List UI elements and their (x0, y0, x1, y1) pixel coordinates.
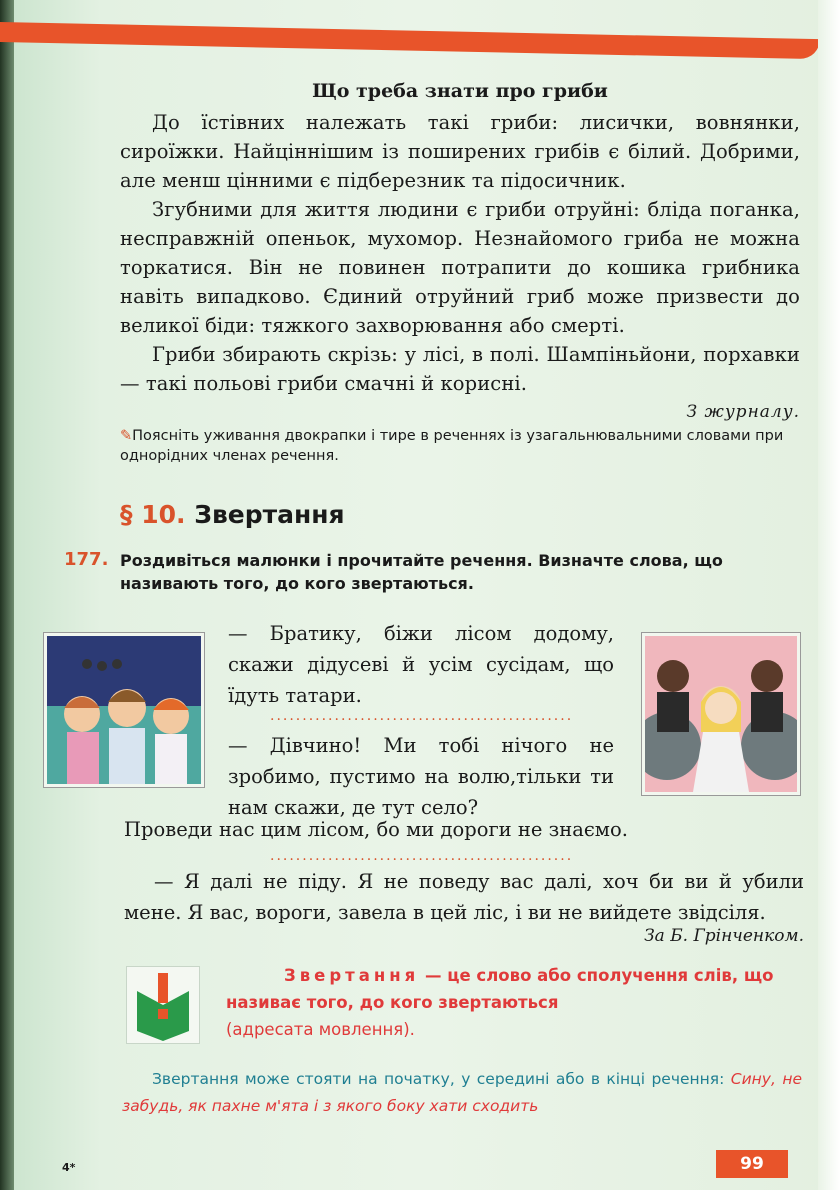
task-text (120, 426, 800, 466)
page-number: 99 (716, 1150, 788, 1178)
explanation-example: Сину, не забудь, як пахне м'ята і з якого боку хати сходить (122, 1070, 802, 1115)
top-decorative-stripe (0, 22, 820, 59)
page-edge (818, 0, 840, 1190)
rule-icon-box (126, 966, 200, 1044)
book-spine (0, 0, 14, 1190)
task-label: Поясніть уживання двокрапки і тире в реченнях із узагальнювальними словами при однорідних членах речення. (120, 428, 784, 464)
dialog-line-2: — Дівчино! Ми тобі нічого не зробимо, пустимо на волю,тільки ти нам скажи, де тут село? (228, 734, 614, 819)
explanation-text: Звертання може стояти на початку, у середині або в кінці речення: (152, 1070, 725, 1088)
exercise-instruction: Роздивіться малюнки і прочитайте речення. Визначте слова, що називають того, до кого звертаються. (120, 551, 723, 593)
girl-warriors-picture (645, 636, 797, 792)
rule-term: Звертання (284, 966, 420, 985)
exercise-177 (64, 549, 800, 595)
rule-note: (адресата мовлення). (226, 1020, 415, 1039)
article-paragraph-1: До їстівних належать такі гриби: лисички, вовнянки, сироїжки. Найціннішим із поширених грибів є білий. Добрими, але менш цінними є підберезник та підосичник. (120, 111, 800, 192)
main-content (64, 80, 800, 595)
article-paragraph-2: Згубними для життя людини є гриби отруйні: бліда поганка, несправжній опеньок, мухомор. Незнайомого гриба не можна торкатися. Він не повинен потрапити до кошика грибника навіть випадково. Єдиний отруйний гриб може призвести до великої біди: тяжкого захворювання або смерті. (120, 198, 800, 337)
illustration-children (44, 633, 204, 787)
children-picture (47, 636, 201, 784)
article-source: З журналу. (686, 402, 800, 422)
dotted-separator-1: ............................................... (270, 708, 574, 724)
section-title: Звертання (194, 500, 345, 529)
article-title: Що треба знати про гриби (312, 80, 608, 102)
dialog-source: За Б. Грінченком. (644, 926, 804, 946)
dotted-separator-2: ............................................... (270, 848, 574, 864)
exercise-number: 177. (64, 549, 109, 570)
section-heading (120, 500, 800, 529)
rule-explanation (122, 1066, 802, 1120)
signature-mark: 4* (62, 1161, 76, 1174)
dialog-line-3: — Я далі не піду. Я не поведу вас далі, хоч би ви й убили мене. Я вас, вороги, завела в цей ліс, і ви не вийдете звідсіля. (124, 870, 804, 924)
exclamation-book-icon (127, 967, 199, 1043)
pencil-icon: ✎ (120, 428, 133, 444)
illustration-girl-warriors (642, 633, 800, 795)
section-number: § 10. (120, 500, 186, 529)
dialog-line-1: — Братику, біжи лісом додому, скажи дідусеві й усім сусідам, що їдуть татари. (228, 622, 614, 707)
dialog-line-2-cont: Проведи нас цим лісом, бо ми дороги не знаємо. (124, 818, 628, 841)
rule-definition (226, 962, 786, 1043)
rule-text: — це слово або сполучення слів, що називає того, до кого звертаються (226, 966, 774, 1012)
article-paragraph-3: Гриби збирають скрізь: у лісі, в полі. Шампіньйони, порхавки — такі польові гриби смачні й корисні. (120, 343, 800, 395)
